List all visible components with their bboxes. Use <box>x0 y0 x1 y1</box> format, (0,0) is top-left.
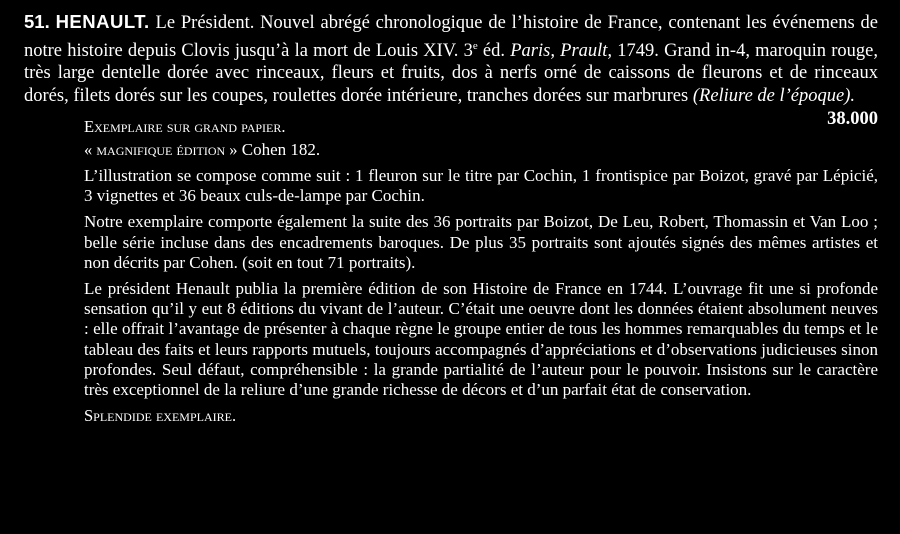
place-publisher: Paris, Prault, <box>510 40 613 61</box>
large-paper-note: Exemplaire sur grand papier. <box>84 116 286 136</box>
author-name: HENAULT. <box>55 11 150 32</box>
closing-note: Splendide exemplaire. <box>84 406 237 426</box>
cohen-reference <box>84 140 878 160</box>
edition-label: éd. <box>477 40 506 61</box>
binding-description: 1749. Grand in-4, maroquin rouge, très large dentelle dorée avec rinceaux, fleurs et fruits, dos à nerfs orné de caissons de fleurons et de rinceaux dorés, filets dorés sur les coupes, roulettes dorée intérieure, tranches dorées sur marbrures <box>24 40 878 106</box>
title-description: Le Président. Nouvel abrégé chronologique de l’histoire de France, contenant les événemens de notre histoire depuis Clovis jusqu’à la mort de Louis XIV. 3 <box>24 13 879 61</box>
edition-superscript: e <box>472 39 478 52</box>
illustration-paragraph: L’illustration se compose comme suit : 1 fleuron sur le titre par Cochin, 1 frontispice par Boizot, gravé par Lépicié, 3 vignettes et 36 beaux culs-de-lampe par Cochin. <box>84 165 878 206</box>
history-paragraph: Le président Henault publia la première édition de son Histoire de France en 1744. L’ouvrage fit une si profonde sensation qu’il y eut 8 éditions du vivant de l’auteur. C’était une oeuvre dont les données étaient absolument neuves : elle offrait l’avantage de présenter à chaque règne le groupe entier de tous les hommes remarquables du temps et le tableau des faits et leurs rapports mutuels, toujours accompagnés d’appréciations et d’observations judicieuses sinon profondes. Seul défaut, compréhensible : la grande partialité de l’auteur pour le pouvoir. Insistons sur le caractère très exceptionnel de la reliure d’une grande richesse de décors et d’un parfait état de conservation. <box>84 278 878 399</box>
binding-date-note: (Reliure de l’époque). <box>688 85 856 106</box>
price: 38.000 <box>827 108 878 129</box>
quote-label: « magnifique édition » <box>84 139 238 159</box>
suite-paragraph: Notre exemplaire comporte également la suite des 36 portraits par Boizot, De Leu, Robert, Thomassin et Van Loo ; belle série incluse dans des encadrements baroques. De plus 35 portraits sont ajoutés signés des mêmes artistes et non décrits par Cohen. (soit en tout 71 portraits). <box>84 212 878 272</box>
lot-number: 51. <box>24 11 50 32</box>
notes-block <box>84 117 878 427</box>
quote-ref: Cohen 182. <box>237 139 321 159</box>
